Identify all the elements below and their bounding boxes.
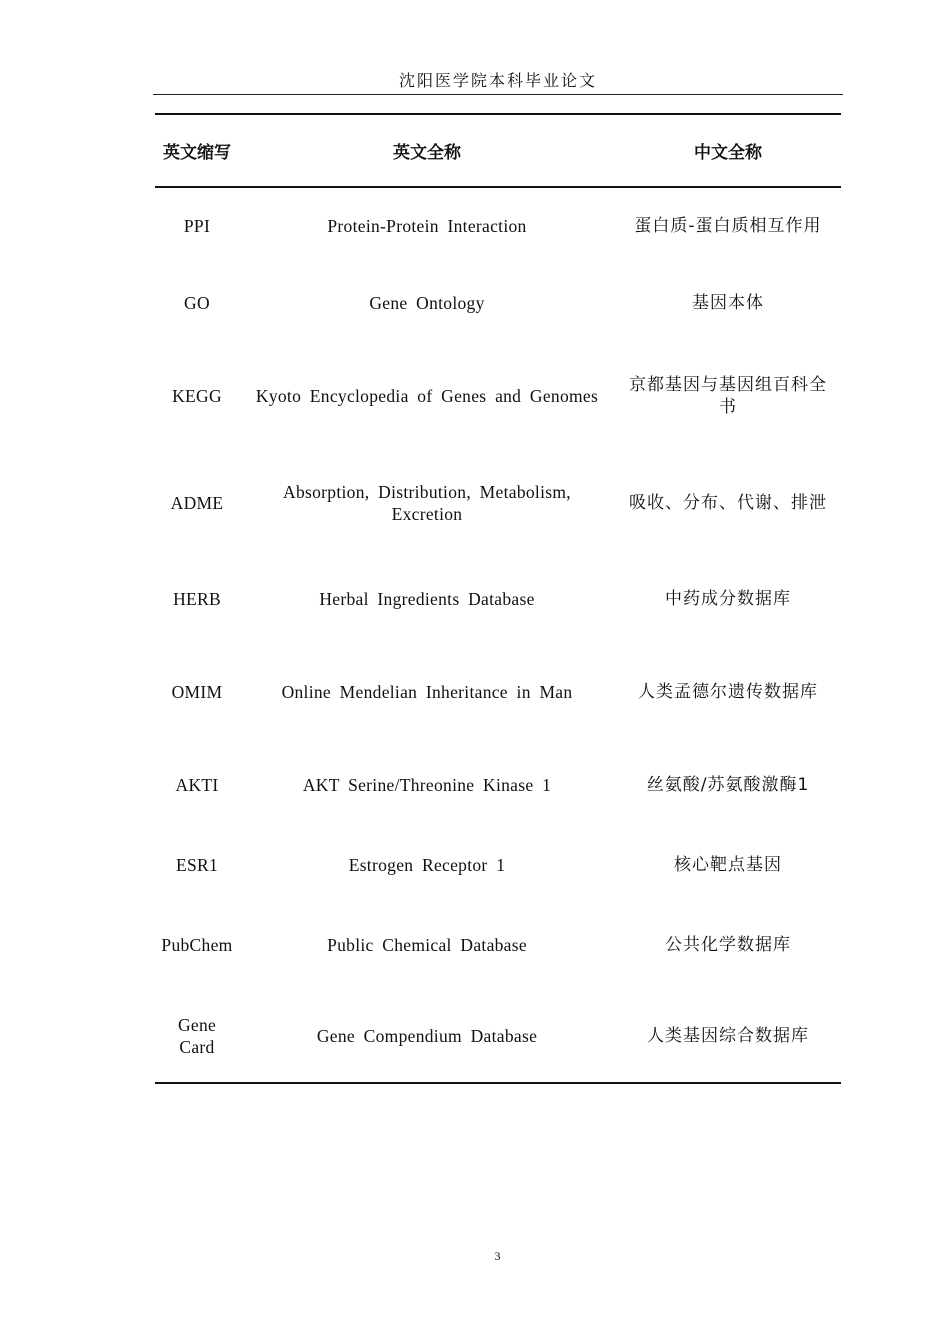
english-full-name-cell: AKT Serine/Threonine Kinase 1 [302, 775, 552, 795]
table-row [155, 829, 841, 901]
table-row [155, 643, 841, 741]
chinese-full-name-cell: 丝氨酸/苏氨酸激酶1 [646, 775, 810, 795]
abbreviation-cell: AKTI [175, 775, 219, 795]
abbreviation-cell: ADME [170, 492, 224, 513]
english-full-name-cell: Gene Ontology [369, 292, 485, 313]
abbreviation-cell: HERB [173, 589, 221, 609]
chinese-full-name-cell: 中药成分数据库 [665, 589, 791, 609]
table-body [155, 187, 841, 1083]
chinese-full-name-cell: 蛋白质-蛋白质相互作用 [634, 216, 822, 236]
english-full-name-cell: Estrogen Receptor 1 [348, 855, 506, 875]
abbreviation-cell: KEGG [172, 385, 222, 406]
english-full-name-cell: Herbal Ingredients Database [319, 589, 535, 609]
table-header [155, 114, 841, 187]
column-header-english-full-name: 英文全称 [393, 143, 461, 163]
abbreviation-cell: GO [184, 292, 210, 313]
page-number: 3 [494, 1249, 501, 1263]
table-row [155, 187, 841, 264]
abbreviation-cell: Gene Card [177, 1014, 217, 1057]
chinese-full-name-cell: 基因本体 [692, 292, 764, 313]
chinese-full-name-cell: 公共化学数据库 [665, 935, 791, 955]
table-header-row [155, 114, 841, 187]
abbreviation-cell: PubChem [161, 935, 233, 955]
english-full-name-cell: Protein-Protein Interaction [327, 216, 527, 236]
english-full-name-cell: Public Chemical Database [327, 935, 527, 955]
table-row [155, 741, 841, 829]
chinese-full-name-cell: 人类孟德尔遗传数据库 [638, 682, 818, 702]
abbreviation-table [155, 113, 841, 1084]
table-row [155, 989, 841, 1083]
abbreviation-cell: PPI [183, 216, 211, 236]
chinese-full-name-cell: 吸收、分布、代谢、排泄 [629, 492, 827, 513]
table-row [155, 341, 841, 450]
english-full-name-cell: Gene Compendium Database [316, 1025, 538, 1046]
abbreviation-cell: ESR1 [175, 855, 219, 875]
chinese-full-name-cell: 核心靶点基因 [674, 855, 782, 875]
column-header-abbreviation: 英文缩写 [163, 143, 231, 163]
chinese-full-name-cell: 京都基因与基因组百科全书 [629, 374, 827, 417]
table-row [155, 555, 841, 643]
abbreviation-cell: OMIM [171, 682, 223, 702]
column-header-chinese-full-name: 中文全称 [694, 143, 762, 163]
running-header: 沈阳医学院本科毕业论文 [398, 73, 597, 90]
header-rule [153, 94, 843, 95]
english-full-name-cell: Absorption, Distribution, Metabolism, Excretion [283, 481, 571, 524]
table-row [155, 264, 841, 341]
chinese-full-name-cell: 人类基因综合数据库 [647, 1025, 809, 1046]
english-full-name-cell: Kyoto Encyclopedia of Genes and Genomes [255, 385, 599, 406]
table-row [155, 901, 841, 989]
english-full-name-cell: Online Mendelian Inheritance in Man [281, 682, 573, 702]
table-row [155, 450, 841, 555]
